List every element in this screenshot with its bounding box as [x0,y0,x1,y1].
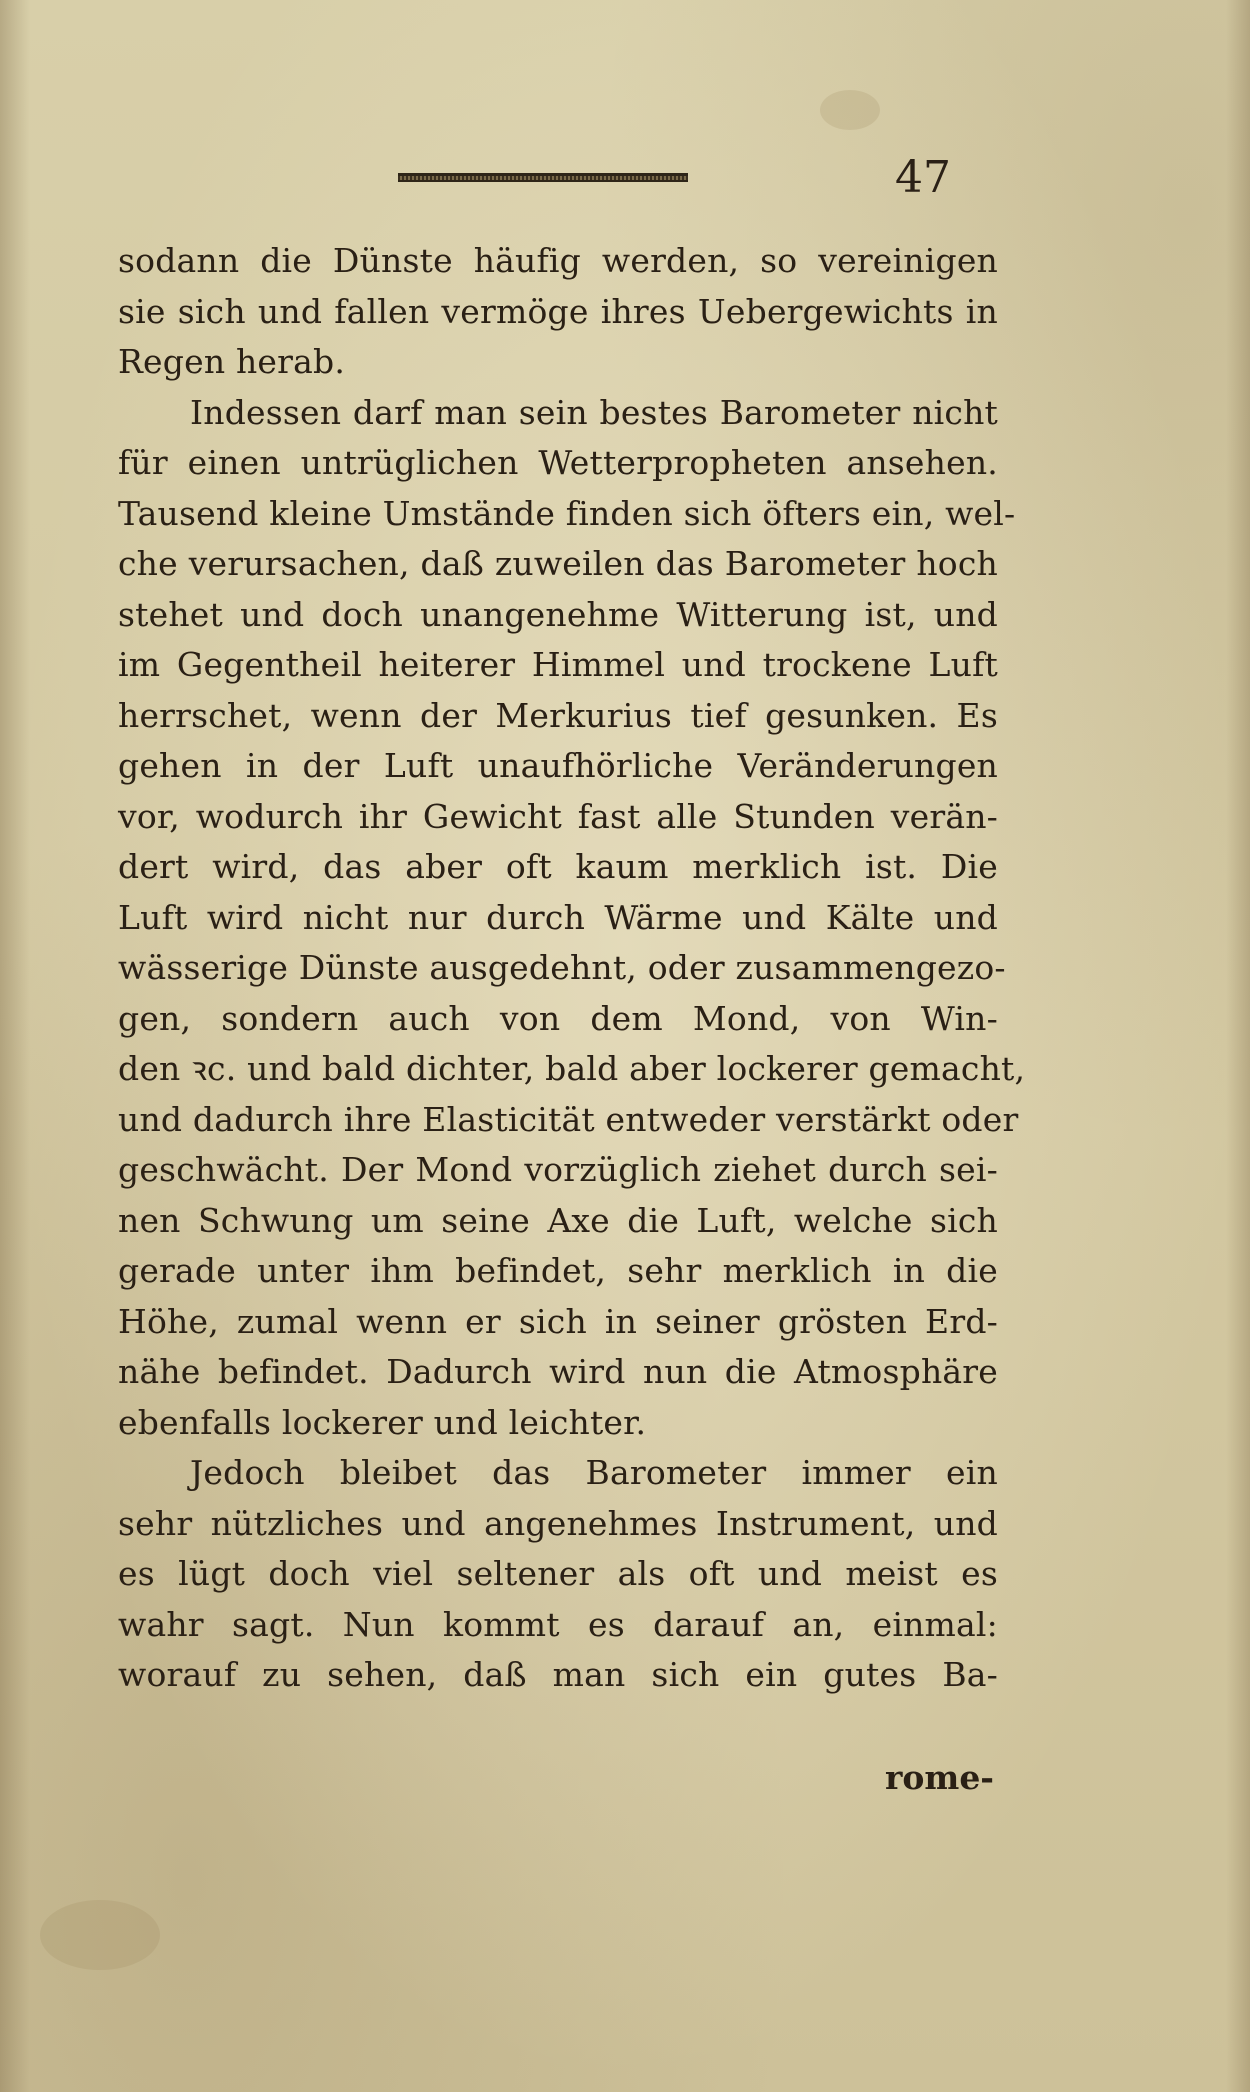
text-line: nen Schwung um seine Axe die Luft, welche sich [118,1200,998,1240]
text-line: Tausend kleine Umstände finden sich öfters ein, wel- [118,493,1016,533]
paper-stain [820,90,880,130]
text-line: che verursachen, daß zuweilen das Barometer hoch [118,544,998,583]
text-line: dert wird, das aber oft kaum merklich ist. Die [118,847,998,886]
left-edge-shadow [0,0,30,2092]
text-line: gen, sondern auch von dem Mond, von Win- [118,998,998,1038]
paper-stain [40,1900,160,1970]
text-line: es lügt doch viel seltener als oft und meist es [118,1554,998,1593]
text-line: gerade unter ihm befindet, sehr merklich in die [118,1251,998,1290]
right-edge-shadow [1226,0,1250,2092]
text-block [118,236,1026,1701]
text-line: wahr sagt. Nun kommt es darauf an, einmal: [118,1604,998,1644]
text-line: für einen untrüglichen Wetterpropheten ansehen. [118,443,998,482]
text-line: worauf zu sehen, daß man sich ein gutes Ba- [118,1655,998,1694]
text-line: und dadurch ihre Elasticität entweder verstärkt oder [118,1099,1019,1139]
text-line: nähe befindet. Dadurch wird nun die Atmosphäre [118,1352,998,1391]
text-line: Indessen darf man sein bestes Barometer nicht [190,392,998,432]
text-line: sehr nützliches und angenehmes Instrument, und [118,1503,998,1543]
text-line: stehet und doch unangenehme Witterung ist, und [118,594,998,634]
text-line: wässerige Dünste ausgedehnt, oder zusammengezo- [118,948,1006,987]
text-line: sie sich und fallen vermöge ihres Uebergewichts in [118,291,998,331]
text-line: geschwächt. Der Mond vorzüglich ziehet durch sei- [118,1150,998,1189]
text-line: herrschet, wenn der Merkurius tief gesunken. Es [118,695,998,735]
text-line: vor, wodurch ihr Gewicht fast alle Stunden verän- [118,796,998,836]
text-line: den ꝛc. und bald dichter, bald aber lockerer gemacht, [118,1049,1026,1088]
header-rule [398,173,688,182]
catchword: rome- [885,1758,995,1797]
text-line: gehen in der Luft unaufhörliche Veränderungen [118,746,998,785]
text-line: Jedoch bleibet das Barometer immer ein [190,1453,998,1492]
text-line: sodann die Dünste häufig werden, so vereinigen [118,241,998,280]
text-line: Luft wird nicht nur durch Wärme und Kälte und [118,897,998,937]
text-line: ebenfalls lockerer und leichter. [118,1402,647,1442]
text-line: im Gegentheil heiterer Himmel und trockene Luft [118,645,998,684]
page-number: 47 [895,152,951,203]
text-line: Regen herab. [118,342,346,381]
text-line: Höhe, zumal wenn er sich in seiner grösten Erd- [118,1301,998,1341]
